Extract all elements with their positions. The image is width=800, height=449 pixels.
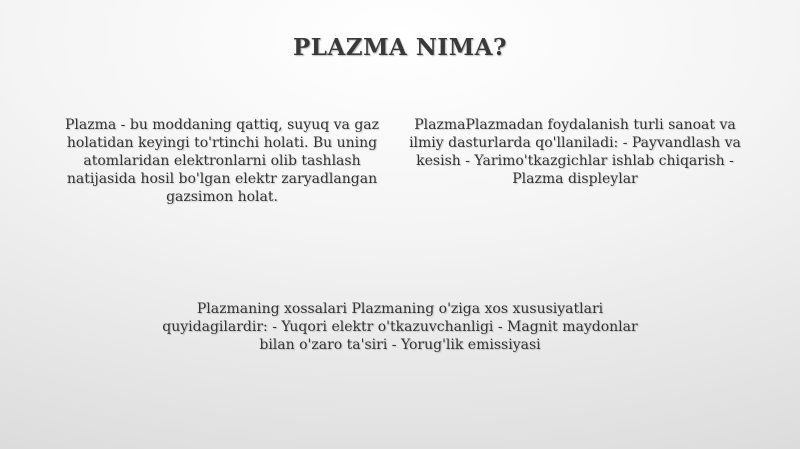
slide-title: PLAZMA NIMA?: [293, 34, 507, 61]
properties-text-block: Plazmaning xossalari Plazmaning o'ziga xos xususiyatlari quyidagilardir: - Yuqori elektr o'tkazuvchanligi - Magnit maydonlar bilan o'zaro ta'siri - Yorug'lik emissiyasi: [162, 301, 638, 353]
usage-text-block: PlazmaPlazmadan foydalanish turli sanoat va ilmiy dasturlarda qo'llaniladi: - Payvandlash va kesish - Yarimo'tkazgichlar ishlab chiqarish - Plazma displeylar: [409, 117, 741, 187]
definition-text-block: Plazma - bu moddaning qattiq, suyuq va gaz holatidan keyingi to'rtinchi holati. Bu uning atomlaridan elektronlarni olib tashlash natijasida hosil bo'lgan elektr zaryadlangan gazsimon holat.: [64, 117, 380, 205]
